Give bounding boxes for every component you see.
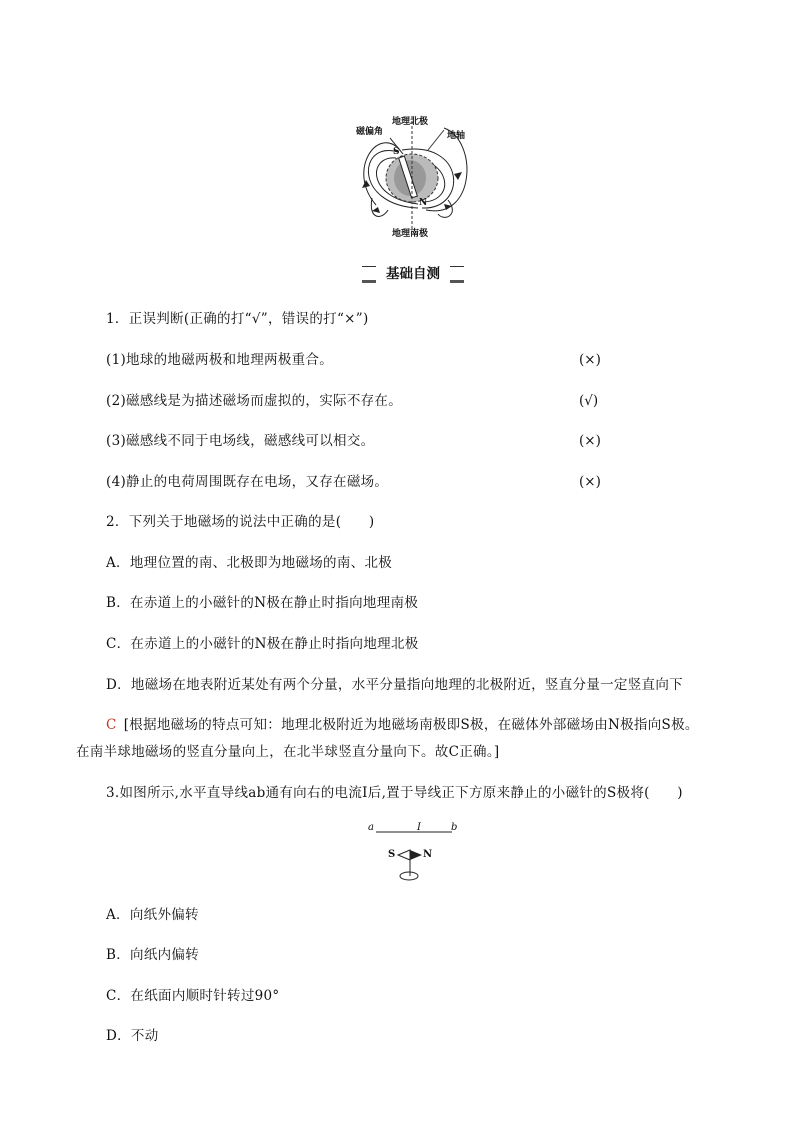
- q1-item-3-mark: (×): [579, 433, 601, 449]
- wire-compass-figure: [360, 820, 470, 886]
- arrow-icon: [372, 207, 380, 213]
- arrow-icon: [362, 180, 370, 188]
- label-i: I: [417, 822, 421, 833]
- q2-explanation-line1: [106, 716, 699, 734]
- label-n-pole: N: [419, 198, 428, 208]
- q3-option-a: A．向纸外偏转: [106, 907, 199, 923]
- label-a: a: [368, 822, 374, 833]
- q1-item-1: (1)地球的地磁两极和地理两极重合。: [106, 352, 334, 368]
- label-geographic-south: 地理南极: [392, 229, 429, 239]
- q3-option-b: B．向纸内偏转: [106, 947, 200, 963]
- label-n: N: [423, 849, 433, 860]
- q1-item-4-mark: (×): [579, 474, 601, 490]
- q1-item-2-mark: (√): [579, 393, 599, 409]
- q1-item-2: (2)磁感线是为描述磁场而虚拟的，实际不存在。: [106, 393, 403, 409]
- q1-item-1-mark: (×): [579, 352, 601, 368]
- q2-explanation-text: [根据地磁场的特点可知：地理北极附近为地磁场南极即S极，在磁体外部磁场由N极指向S极。: [123, 717, 699, 733]
- needle-n-half: [410, 850, 422, 860]
- label-magnetic-declination: 磁偏角: [356, 127, 384, 137]
- label-earth-axis: 地轴: [447, 131, 466, 141]
- q1-stem: 1．正误判断(正确的打“√”，错误的打“×”): [106, 311, 369, 327]
- q2-option-c: C．在赤道上的小磁针的N极在静止时指向地理北极: [106, 636, 419, 652]
- q1-item-4: (4)静止的电荷周围既存在电场，又存在磁场。: [106, 474, 389, 490]
- earth-magnetic-field-figure: [348, 110, 478, 246]
- arrow-icon: [454, 172, 462, 180]
- label-geographic-north: 地理北极: [392, 117, 429, 127]
- q1-item-3: (3)磁感线不同于电场线，磁感线可以相交。: [106, 433, 375, 449]
- q2-option-d: D．地磁场在地表附近某处有两个分量，水平分量指向地理的北极附近，竖直分量一定竖直向下: [106, 677, 683, 693]
- axis-pointer: [428, 130, 444, 150]
- q3-option-d: D．不动: [106, 1028, 159, 1044]
- q2-explanation-line2: 在南半球地磁场的竖直分量向上，在北半球竖直分量向下。故C正确。]: [76, 744, 500, 760]
- label-s: S: [388, 849, 396, 860]
- q3-option-c: C．在纸面内顺时针转过90°: [106, 988, 280, 1004]
- section-header: [362, 265, 464, 283]
- q2-option-a: A．地理位置的南、北极即为地磁场的南、北极: [106, 555, 393, 571]
- label-b: b: [451, 822, 458, 833]
- field-line: [371, 198, 388, 216]
- q2-stem: 2．下列关于地磁场的说法中正确的是( ): [106, 514, 375, 530]
- q3-stem: 3.如图所示,水平直导线ab通有向右的电流I后,置于导线正下方原来静止的小磁针的S极将( ): [106, 785, 683, 801]
- label-s-pole: S: [393, 147, 400, 157]
- compass-base: [400, 872, 418, 880]
- q2-option-b: B．在赤道上的小磁针的N极在静止时指向地理南极: [106, 595, 419, 611]
- section-title: 基础自测: [376, 265, 450, 283]
- q2-answer-letter: C: [106, 717, 117, 733]
- needle-s-half: [398, 850, 410, 860]
